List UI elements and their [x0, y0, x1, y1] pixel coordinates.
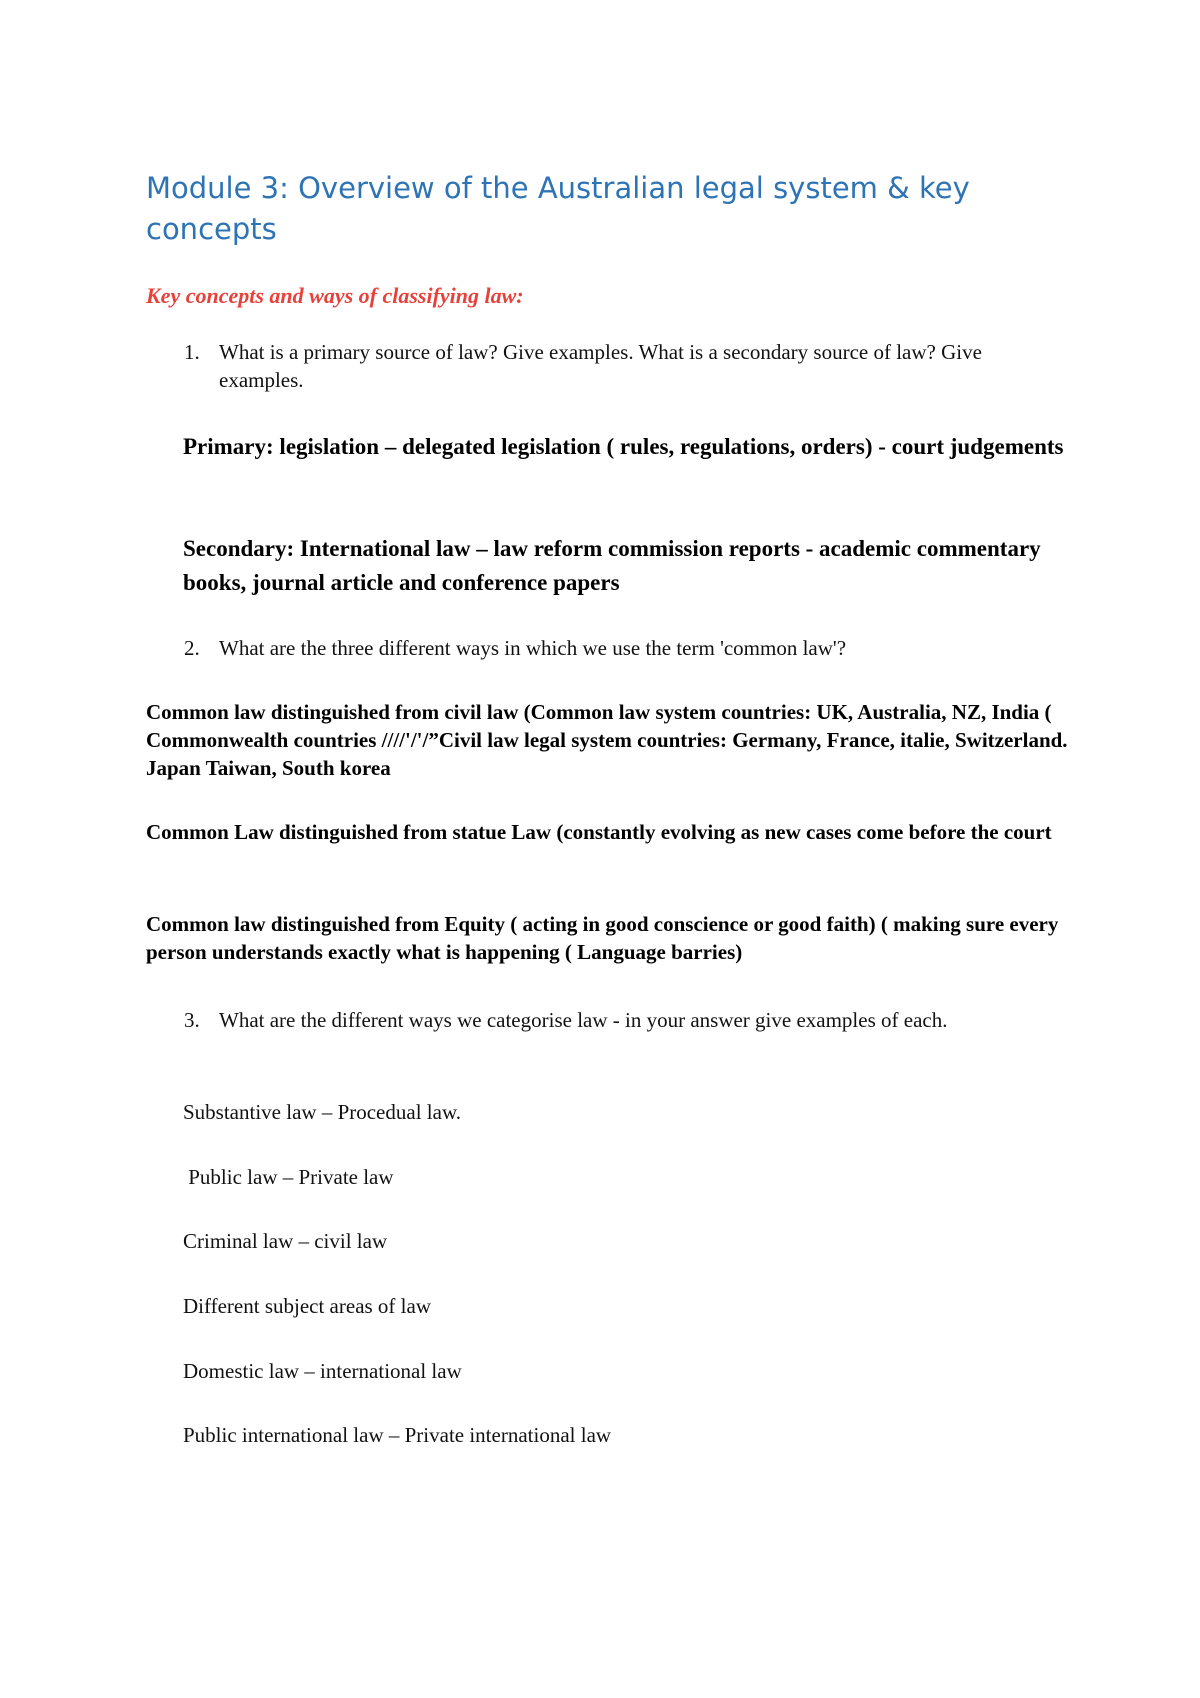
question-3 [146, 1006, 1066, 1034]
answer-primary-sources: Primary: legislation – delegated legislation ( rules, regulations, orders) - court judgements [183, 434, 1064, 459]
category-item: Substantive law – Procedual law. [183, 1100, 461, 1124]
question-2 [146, 634, 1066, 662]
page-title: Module 3: Overview of the Australian legal system & key concepts [146, 171, 970, 246]
question-number: 1. [184, 340, 200, 364]
answer-secondary-sources: Secondary: International law – law reform commission reports - academic commentary books, journal article and conference papers [183, 536, 1041, 595]
question-number: 2. [184, 636, 200, 660]
answer-common-vs-equity: Common law distinguished from Equity ( acting in good conscience or good faith) ( making sure every person understands exactly what is happening ( Language barries) [146, 912, 1059, 964]
category-item: Public international law – Private international law [183, 1423, 612, 1447]
question-text: What are the different ways we categorise law - in your answer give examples of each. [219, 1008, 948, 1032]
answer-common-vs-statute: Common Law distinguished from statue Law (constantly evolving as new cases come before the court [146, 820, 1052, 844]
question-text: What is a primary source of law? Give examples. What is a secondary source of law? Give examples. [219, 340, 982, 392]
question-1 [146, 338, 1066, 394]
question-text: What are the three different ways in which we use the term 'common law'? [219, 636, 847, 660]
question-number: 3. [184, 1008, 200, 1032]
category-item: Domestic law – international law [183, 1359, 462, 1383]
category-item: Public law – Private law [183, 1165, 394, 1189]
section-subheading: Key concepts and ways of classifying law: [146, 283, 524, 308]
category-item: Criminal law – civil law [183, 1229, 388, 1253]
answer-common-vs-civil: Common law distinguished from civil law (Common law system countries: UK, Australia, NZ, India ( Commonwealth countries ////'/'/”Civil law legal system countries: Germany, France, italie, Switzerland. Japan Taiwan, South korea [146, 700, 1068, 780]
category-item: Different subject areas of law [183, 1294, 432, 1318]
